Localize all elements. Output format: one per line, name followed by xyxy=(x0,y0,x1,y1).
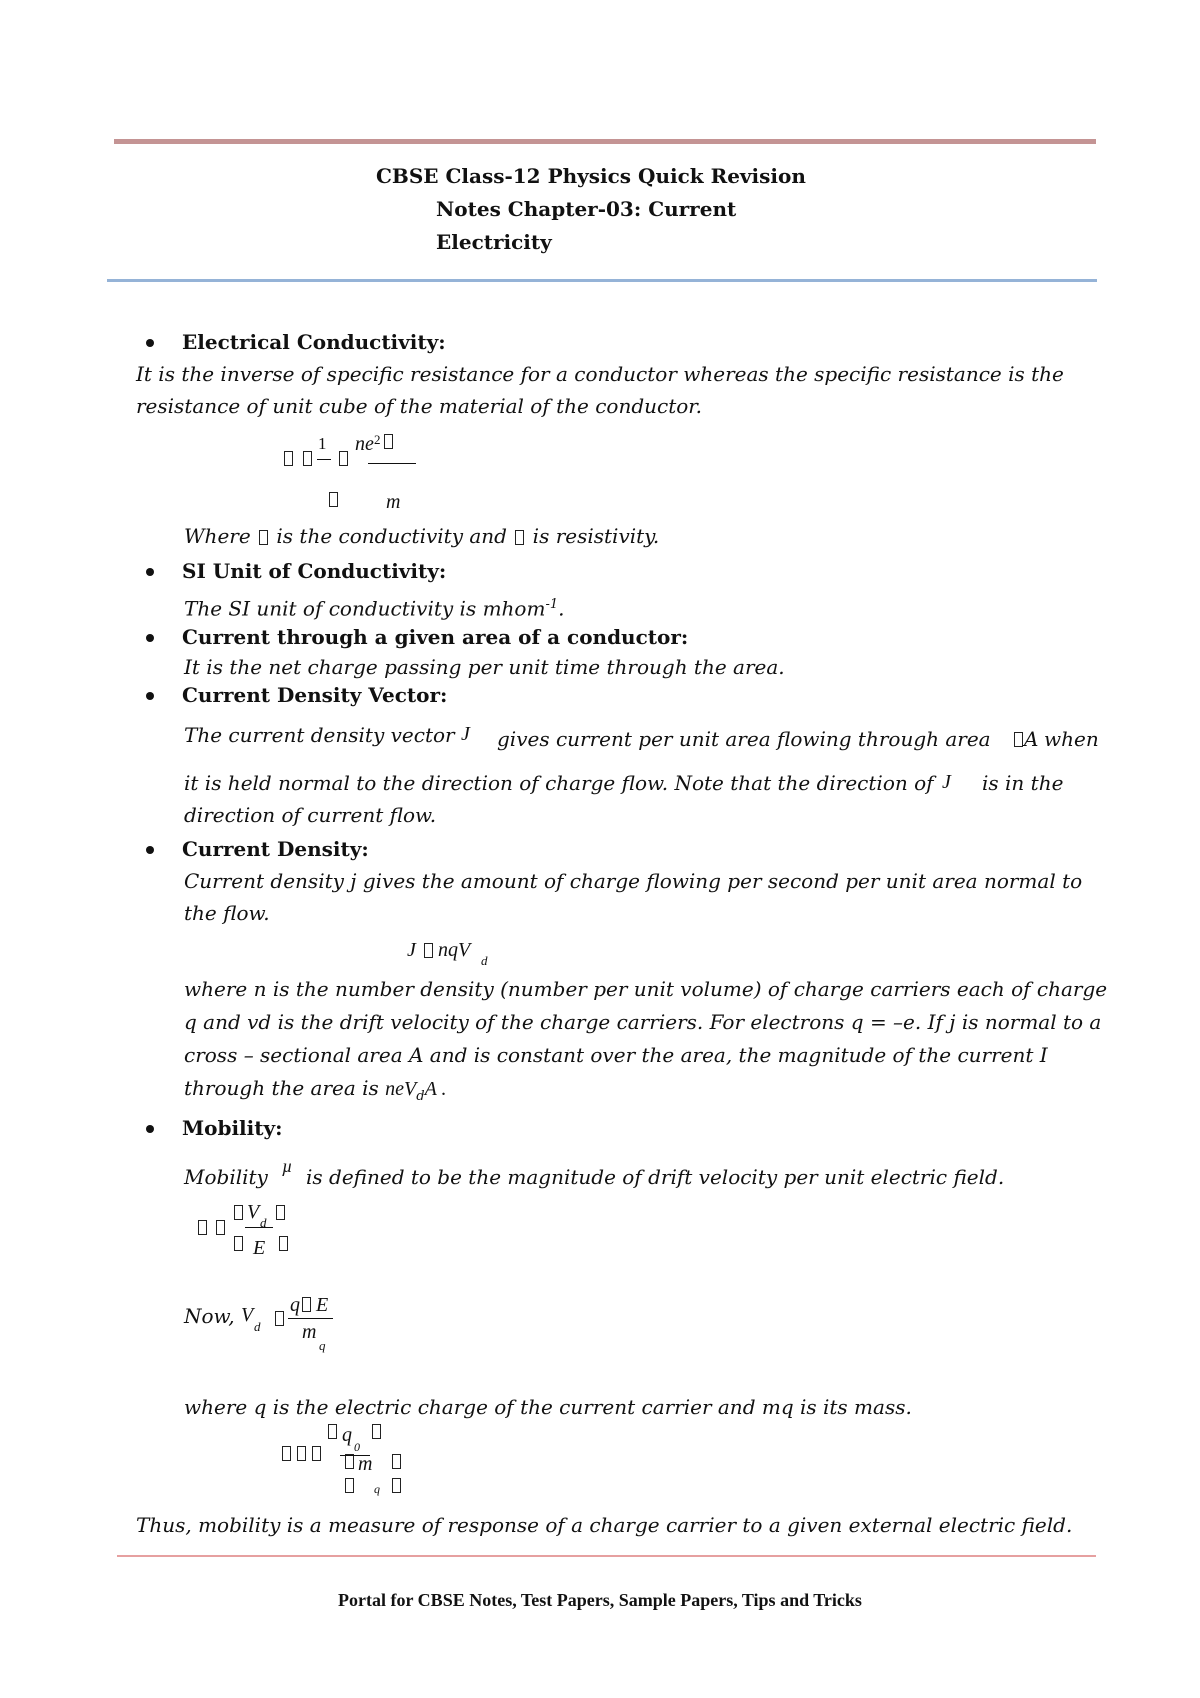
missing-glyph-icon xyxy=(328,1424,337,1439)
missing-glyph-icon xyxy=(384,434,393,449)
mobility-line-1-b: is defined to be the magnitude of drift velocity per unit electric field. xyxy=(306,1165,1005,1189)
mob-frac-E: E xyxy=(253,1237,266,1259)
missing-glyph-icon xyxy=(372,1424,381,1439)
density-vector-line-1-c: when xyxy=(1044,727,1099,751)
header-bottom-rule xyxy=(107,279,1097,282)
mu-q: q xyxy=(342,1424,352,1446)
symbol-J: J xyxy=(461,723,470,745)
formula-ne: ne xyxy=(355,433,374,455)
missing-glyph-icon xyxy=(198,1220,207,1235)
now-V: V xyxy=(241,1304,254,1326)
density-line-1: Current density j gives the amount of charge flowing per second per unit area normal to xyxy=(184,869,1083,893)
mu-sub-q: q xyxy=(374,1482,380,1496)
formula-m: m xyxy=(386,491,401,513)
density-where-line-4 xyxy=(184,1075,446,1110)
bullet-density-vector xyxy=(146,692,154,700)
density-vector-line-1-a: The current density vector xyxy=(184,723,455,747)
formula-sup-2: 2 xyxy=(374,432,381,447)
missing-glyph-icon xyxy=(297,1446,306,1461)
heading-current-density-vector: Current Density Vector: xyxy=(182,683,448,707)
missing-glyph-icon xyxy=(339,451,348,466)
current-area-body: It is the net charge passing per unit time through the area. xyxy=(184,655,785,679)
missing-glyph-icon xyxy=(234,1205,243,1220)
mob-frac-V: V xyxy=(247,1201,260,1223)
where4-pre: through the area is xyxy=(184,1076,386,1100)
mobility-line-1-a: Mobility xyxy=(184,1165,268,1189)
missing-glyph-icon xyxy=(216,1220,225,1235)
missing-glyph-icon xyxy=(1014,732,1023,747)
mobility-conclusion: Thus, mobility is a measure of response of a charge carrier to a given external electric field. xyxy=(136,1513,1073,1537)
missing-glyph-icon xyxy=(276,1205,285,1220)
page-title-line-2: Notes Chapter-03: Current xyxy=(436,197,737,221)
heading-mobility: Mobility: xyxy=(182,1116,283,1140)
now-label: Now, xyxy=(184,1304,235,1328)
bullet-conductivity xyxy=(146,339,154,347)
heading-current-density: Current Density: xyxy=(182,837,369,861)
mu-m: m xyxy=(358,1453,373,1475)
now-E: E xyxy=(316,1294,329,1316)
footer-rule xyxy=(117,1555,1096,1557)
header-top-rule xyxy=(114,139,1096,144)
bullet-current-density xyxy=(146,846,154,854)
mob-frac-sub-d: d xyxy=(260,1215,267,1230)
bullet-mobility xyxy=(146,1125,154,1133)
missing-glyph-icon xyxy=(392,1454,401,1469)
page-title-line-1: CBSE Class-12 Physics Quick Revision xyxy=(376,164,806,188)
fraction-bar xyxy=(288,1318,333,1319)
missing-glyph-icon xyxy=(345,1478,354,1493)
symbol-J-2: J xyxy=(942,771,951,793)
where-text-mid: is the conductivity and xyxy=(270,524,514,548)
missing-glyph-icon xyxy=(282,1446,291,1461)
formula-sub-d: d xyxy=(481,953,488,968)
now-q: q xyxy=(290,1294,300,1316)
missing-glyph-icon xyxy=(515,530,524,545)
conductivity-body-line-2: resistance of unit cube of the material of the conductor. xyxy=(136,394,703,418)
density-vector-line-3: direction of current flow. xyxy=(184,803,437,827)
missing-glyph-icon xyxy=(279,1236,288,1251)
missing-glyph-icon xyxy=(424,943,433,958)
mu-sub-0: 0 xyxy=(354,1440,360,1454)
missing-glyph-icon xyxy=(329,492,338,507)
where-text-pre: Where xyxy=(184,524,258,548)
where4-post: A . xyxy=(424,1078,447,1100)
mobility-carrier-line: where q is the electric charge of the current carrier and mq is its mass. xyxy=(184,1395,912,1419)
where4-math: neV xyxy=(385,1078,417,1100)
bullet-current-area xyxy=(146,634,154,642)
symbol-area-A: A xyxy=(1024,727,1039,751)
si-unit-text: The SI unit of conductivity is mhom xyxy=(184,596,546,621)
missing-glyph-icon xyxy=(345,1454,354,1469)
missing-glyph-icon xyxy=(284,451,293,466)
where-text-post: is resistivity. xyxy=(526,524,660,548)
density-vector-line-1-b: gives current per unit area flowing through area xyxy=(497,727,991,751)
missing-glyph-icon xyxy=(303,451,312,466)
density-vector-line-2-a: it is held normal to the direction of charge flow. Note that the direction of xyxy=(184,771,934,795)
fraction-bar xyxy=(245,1227,273,1228)
bullet-si-unit xyxy=(146,568,154,576)
footer-text: Portal for CBSE Notes, Test Papers, Sample Papers, Tips and Tricks xyxy=(338,1590,862,1610)
now-sub-d: d xyxy=(254,1319,261,1334)
density-where-line-2: q and vd is the drift velocity of the charge carriers. For electrons q = –e. If j is normal to a xyxy=(184,1010,1102,1034)
now-sub-q: q xyxy=(319,1338,326,1353)
density-line-2: the flow. xyxy=(184,901,270,925)
si-unit-sup: -1 xyxy=(545,597,559,612)
si-unit-post: . xyxy=(558,596,565,621)
density-vector-line-2-b: is in the xyxy=(982,771,1064,795)
now-m: m xyxy=(302,1321,317,1343)
heading-si-unit: SI Unit of Conductivity: xyxy=(182,559,447,583)
fraction-bar xyxy=(368,463,416,464)
heading-electrical-conductivity: Electrical Conductivity: xyxy=(182,330,446,354)
density-where-line-3: cross – sectional area A and is constant over the area, the magnitude of the current I xyxy=(184,1043,1048,1067)
missing-glyph-icon xyxy=(392,1478,401,1493)
formula-J: J xyxy=(407,939,416,961)
missing-glyph-icon xyxy=(302,1297,311,1312)
symbol-mu: µ xyxy=(282,1156,293,1176)
heading-current-through-area: Current through a given area of a conductor: xyxy=(182,625,689,649)
si-unit-body xyxy=(184,592,564,622)
missing-glyph-icon xyxy=(259,530,268,545)
conductivity-where-line xyxy=(184,523,659,549)
missing-glyph-icon xyxy=(234,1236,243,1251)
missing-glyph-icon xyxy=(312,1446,321,1461)
where4-sub: d xyxy=(416,1089,425,1104)
fraction-bar xyxy=(317,459,331,460)
conductivity-body-line-1: It is the inverse of specific resistance for a conductor whereas the specific resistance is the xyxy=(136,362,1064,386)
missing-glyph-icon xyxy=(275,1311,284,1326)
density-where-line-1: where n is the number density (number per unit volume) of charge carriers each of charge xyxy=(184,977,1108,1001)
page-title-line-3: Electricity xyxy=(436,230,552,254)
formula-one: 1 xyxy=(318,434,327,453)
formula-nqV: nqV xyxy=(438,939,471,961)
